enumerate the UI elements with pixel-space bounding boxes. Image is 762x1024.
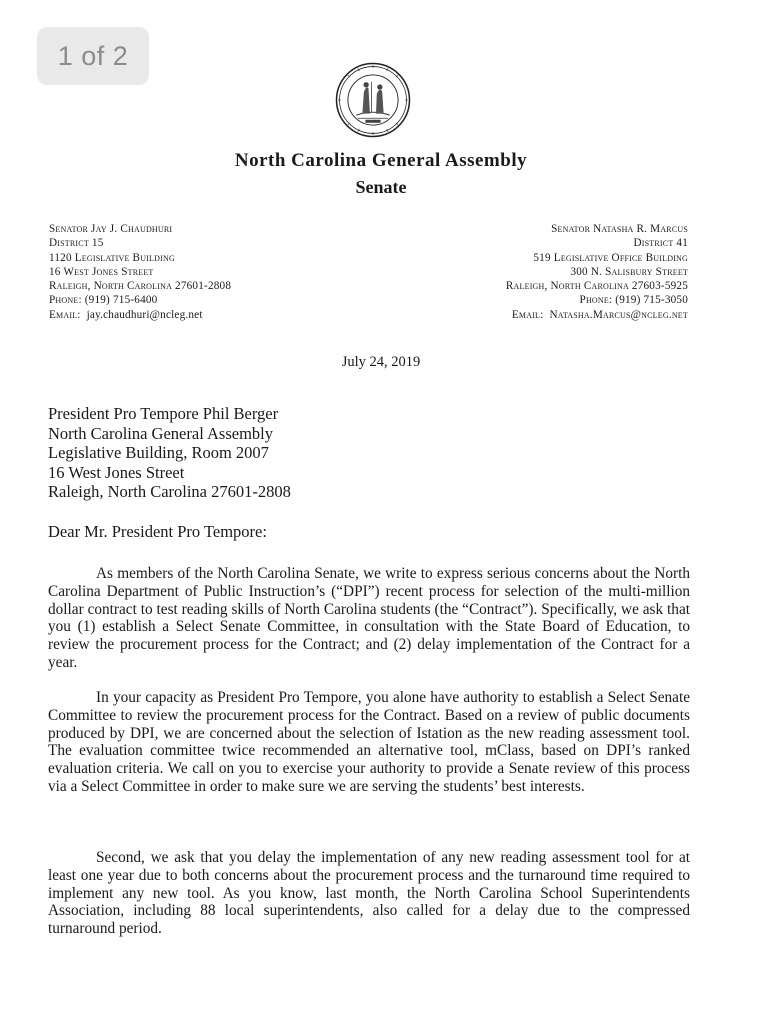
addressee-line: Raleigh, North Carolina 27601-2808	[48, 482, 291, 501]
sender-right-district: District 41	[633, 237, 688, 250]
addressee-line: President Pro Tempore Phil Berger	[48, 404, 279, 423]
salutation: Dear Mr. President Pro Tempore:	[48, 522, 267, 541]
sender-left-email: jay.chaudhuri@ncleg.net	[86, 308, 203, 321]
sender-left-email-label: Email:	[49, 308, 81, 321]
sender-right-block	[506, 222, 688, 322]
sender-left-phone-line	[49, 293, 231, 307]
sender-right-city: Raleigh, North Carolina 27603-5925	[505, 280, 688, 293]
sender-left-office: 1120 Legislative Building	[49, 251, 175, 264]
sender-left-phone: (919) 715-6400	[84, 294, 158, 307]
addressee-line: 16 West Jones Street	[48, 462, 185, 482]
body-paragraph: Second, we ask that you delay the implementation of any new reading assessment tool for at least one year due to both concerns about the procurement process and the turnaround time required to implement any new tool. As you know, last month, the North Carolina School Superintendents Association, including 88 local superintendents, also called for a delay due to the compressed turnaround period.	[48, 849, 690, 938]
sender-left-street: 16 West Jones Street	[49, 265, 154, 278]
sender-right-phone-line	[506, 293, 688, 307]
sender-left-email-line	[49, 308, 231, 322]
body-paragraph: As members of the North Carolina Senate, we write to express serious concerns about the North Carolina Department of Public Instruction’s (“DPI”) recent process for selection of the multi-million dollar contract to test reading skills of North Carolina students (the “Contract”). Specifically, we ask that you (1) establish a Select Senate Committee, in consultation with the State Board of Education, to review the procurement process for the Contract; and (2) delay implementation of the Contract for a year.	[48, 565, 690, 671]
sender-right-office: 519 Legislative Office Building	[533, 251, 688, 264]
addressee-line: North Carolina General Assembly	[48, 423, 273, 443]
letterhead-title: North Carolina General Assembly	[234, 150, 528, 171]
page-indicator-badge: 1 of 2	[37, 27, 149, 85]
sender-left-name: Senator Jay J. Chaudhuri	[49, 223, 173, 235]
sender-left-city: Raleigh, North Carolina 27601-2808	[49, 280, 232, 293]
sender-right-email-label: Email:	[511, 308, 544, 321]
letterhead-chamber: Senate	[355, 177, 407, 197]
addressee-line: Legislative Building, Room 2007	[48, 443, 269, 462]
sender-right-email-line	[506, 308, 688, 322]
sender-right-name: Senator Natasha R. Marcus	[551, 223, 688, 235]
sender-right-phone: (919) 715-3050	[615, 294, 688, 307]
sender-left-phone-label: Phone:	[49, 294, 82, 307]
addressee-block	[48, 404, 291, 502]
sender-left-block	[49, 222, 231, 322]
letter-date: July 24, 2019	[341, 354, 421, 370]
sender-right-street: 300 N. Salisbury Street	[570, 265, 688, 278]
state-seal-icon	[335, 62, 411, 138]
sender-left-district: District 15	[49, 237, 104, 250]
sender-right-email: Natasha.Marcus@ncleg.net	[549, 308, 688, 321]
body-paragraph: In your capacity as President Pro Tempore, you alone have authority to establish a Select Senate Committee to review the procurement process for the Contract. Based on a review of public documents produced by DPI, we are concerned about the selection of Istation as the new reading assessment tool. The evaluation committee twice recommended an alternative tool, mClass, based on DPI’s ranked evaluation criteria. We call on you to exercise your authority to provide a Senate review of this process via a Select Committee in order to make sure we are serving the students’ best interests.	[48, 689, 690, 795]
sender-right-phone-label: Phone:	[579, 294, 613, 307]
